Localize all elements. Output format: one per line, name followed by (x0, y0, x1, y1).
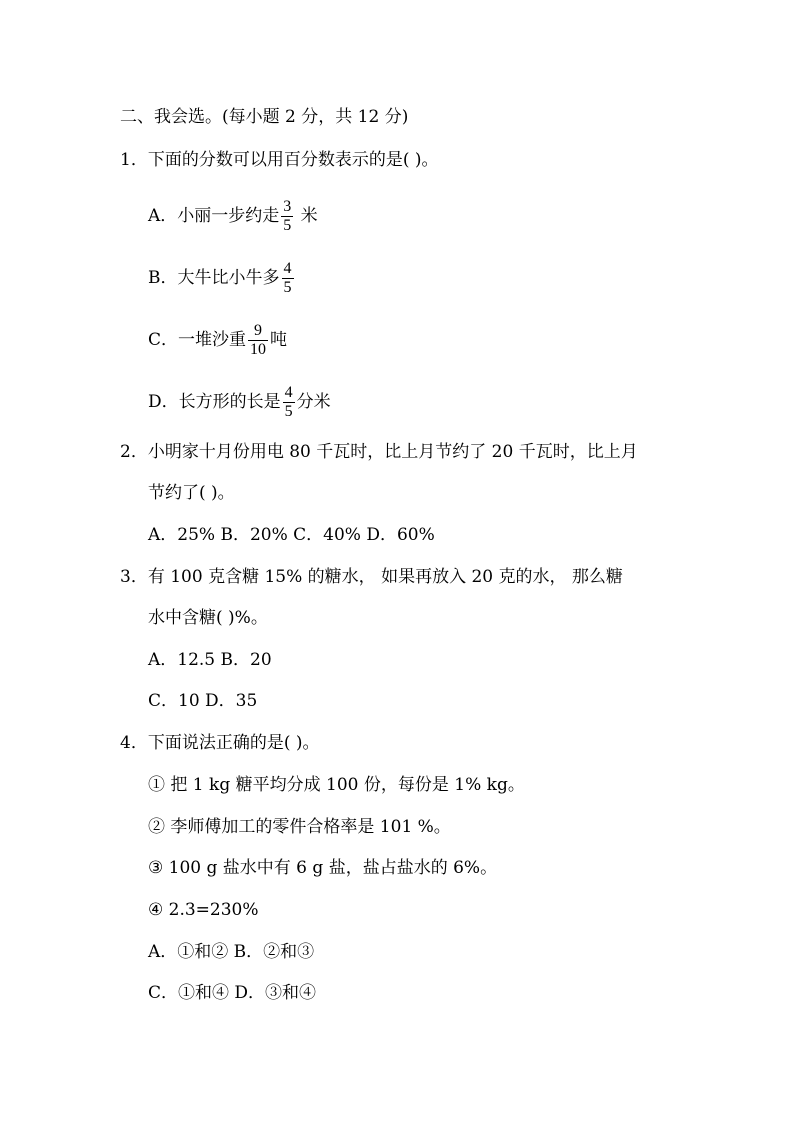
question-3 (120, 565, 623, 589)
question-number: 3． (120, 567, 148, 587)
fraction-denominator: 5 (283, 279, 292, 296)
fraction-denominator: 5 (284, 403, 293, 420)
fraction-numerator: 9 (248, 322, 268, 341)
question-4-options-row-2: C．①和④ D．③和④ (148, 983, 317, 1003)
statement-1: ① 把 1 kg 糖平均分成 100 份，每份是 1% kg。 (148, 775, 525, 795)
question-stem: 小明家十月份用电 80 千瓦时，比上月节约了 20 千瓦时，比上月 (147, 442, 638, 462)
question-1 (120, 148, 439, 172)
option-label: D． (148, 392, 179, 412)
option-label: A． (148, 206, 178, 226)
question-3-options-row-1: A．12.5 B．20 (148, 650, 272, 670)
question-stem: 有 100 克含糖 15% 的糖水， 如果再放入 20 克的水， 那么糖 (147, 567, 623, 587)
fraction-denominator: 10 (250, 341, 267, 358)
question-2-continued: 节约了( )。 (148, 483, 235, 503)
fraction-numerator: 3 (283, 198, 292, 215)
option-unit: 吨 (270, 330, 288, 350)
option-text: 小丽一步约走 (177, 206, 280, 226)
option-text: 大牛比小牛多 (177, 268, 280, 288)
option-1b (148, 260, 296, 297)
section-title: 二、我会选。(每小题 2 分，共 12 分) (120, 107, 409, 127)
option-text: 长方形的长是 (178, 392, 281, 412)
fraction (282, 260, 294, 297)
option-label: B． (148, 268, 178, 288)
option-unit: 米 (295, 206, 318, 226)
fraction (283, 384, 295, 421)
option-unit: 分米 (296, 392, 331, 412)
statement-4: ④ 2.3=230% (148, 900, 259, 920)
question-3-options-row-2: C．10 D．35 (148, 691, 258, 711)
question-stem: 下面的分数可以用百分数表示的是( )。 (147, 150, 439, 170)
option-text: 一堆沙重 (178, 330, 247, 350)
fraction (281, 198, 293, 235)
question-stem: 下面说法正确的是( )。 (147, 733, 320, 753)
option-1d (148, 384, 331, 421)
question-number: 4． (120, 733, 148, 753)
option-1c (148, 322, 287, 359)
question-3-continued: 水中含糖( )%。 (148, 608, 268, 628)
question-number: 1． (120, 150, 148, 170)
question-2-options: A．25% B．20% C．40% D．60% (148, 525, 435, 545)
question-2 (120, 440, 638, 464)
question-4 (120, 731, 320, 755)
statement-3: ③ 100 g 盐水中有 6 g 盐，盐占盐水的 6%。 (148, 858, 498, 878)
fraction-numerator: 4 (284, 384, 293, 401)
statement-2: ② 李师傅加工的零件合格率是 101 %。 (148, 817, 451, 837)
question-number: 2． (120, 442, 148, 462)
fraction-numerator: 4 (283, 260, 292, 277)
fraction-denominator: 5 (283, 217, 292, 234)
option-label: C． (148, 330, 179, 350)
option-1a (148, 198, 318, 235)
fraction (248, 322, 268, 359)
question-4-options-row-1: A．①和② B．②和③ (148, 942, 315, 962)
